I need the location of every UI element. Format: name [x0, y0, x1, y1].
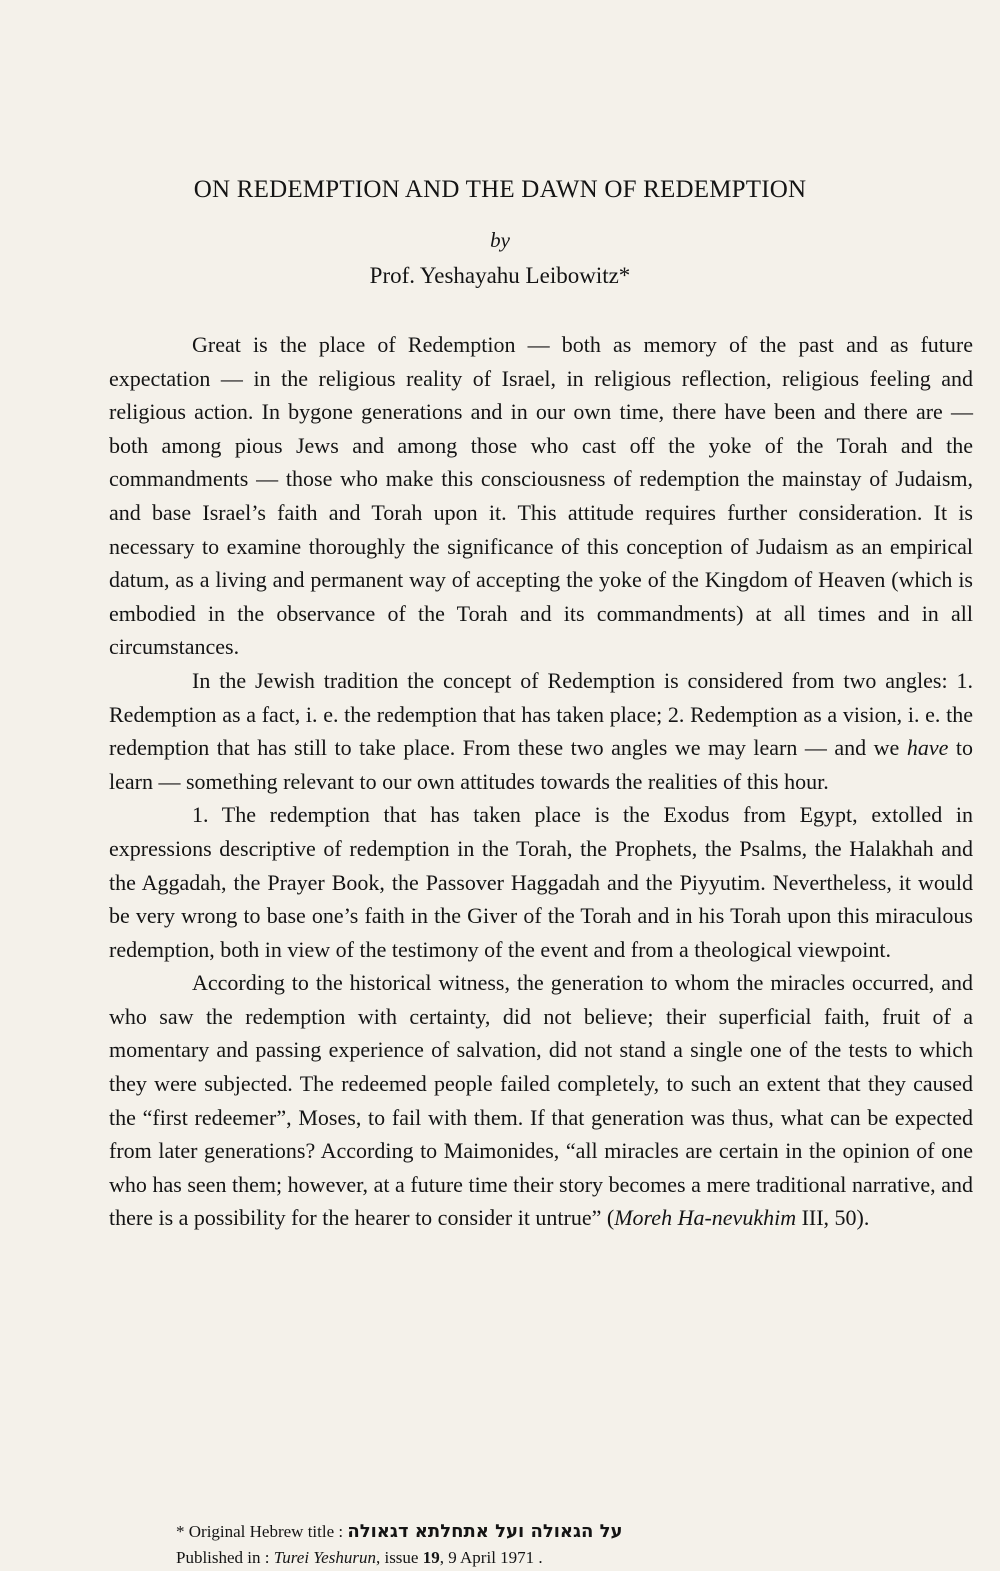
paragraph-2-rest: to learn — something relevant to our own attitudes towards the realities of this hour. [109, 735, 973, 794]
issue-number: 19 [422, 1548, 440, 1567]
footnote-orig-label: * Original Hebrew title : [176, 1522, 344, 1541]
footnote-published [176, 1545, 936, 1571]
paragraph-1: Great is the place of Redemption — both as memory of the past and as future expectation — in the religious reality of Israel, in religious reflection, religious feeling and religious action. In bygone generations and in our own time, there have been and there are — both among pious Jews and among those who cast off the yoke of the Torah and the commandments — those who make this consciousness of redemption the mainstay of Judaism, and base Israel’s faith and Torah upon it. This attitude requires further consideration. It is necessary to examine thoroughly the significance of this conception of Judaism as an empirical datum, as a living and permanent way of accepting the yoke of the Kingdom of Heaven (which is embodied in the observance of the Torah and its commandments) at all times and in all circumstances. [109, 332, 973, 660]
byline: by [490, 228, 510, 252]
citation-title: Moreh Ha-nevukhim [614, 1205, 797, 1231]
footnote-published-label: Published in : [176, 1548, 270, 1567]
publication-date: , 9 April 1971 . [439, 1548, 543, 1567]
paragraph-2 [109, 664, 973, 798]
author-name: Prof. Yeshayahu Leibowitz* [369, 263, 631, 288]
paragraph-3: 1. The redemption that has taken place is the Exodus from Egypt, extolled in expressions descriptive of redemption in the Torah, the Prophets, the Psalms, the Halakhah and the Aggadah, the Prayer Book, the Passover Haggadah and the Piyyutim. Nevertheless, it would be very wrong to base one’s faith in the Giver of the Torah and in his Torah upon this miraculous redemption, both in view of the testimony of the event and from a theological viewpoint. [109, 802, 973, 962]
paragraph-4 [109, 966, 973, 1235]
article-body [109, 328, 973, 1235]
journal-name: Turei Yeshurun [273, 1548, 376, 1567]
paragraph-2-text: In the Jewish tradition the concept of Redemption is considered from two angles: 1. Redemption as a fact, i. e. the redemption that has taken place; 2. Redemption as a vision, i. e. the redemption that has still to take place. From these two angles we may learn — and we [109, 667, 973, 761]
footnote [176, 1519, 936, 1571]
hebrew-title: על הגאולה ועל אתחלתא דגאולה [347, 1521, 623, 1542]
citation-ref: III, 50). [801, 1205, 870, 1231]
article-title: ON REDEMPTION AND THE DAWN OF REDEMPTION [193, 176, 807, 203]
footnote-original-title [176, 1519, 936, 1545]
issue-label: , issue [375, 1548, 419, 1567]
paragraph-4-text: According to the historical witness, the generation to whom the miracles occurred, and who saw the redemption with certainty, did not believe; their superficial faith, fruit of a momentary and passing experience of salvation, did not stand a single one of the tests to which they were subjected. The redeemed people failed completely, to such an extent that they caused the “first redeemer”, Moses, to fail with them. If that generation was thus, what can be expected from later generations? According to Maimonides, “all miracles are certain in the opinion of one who has seen them; however, at a future time their story becomes a mere traditional narrative, and there is a possibility for the hearer to consider it untrue” ( [109, 970, 973, 1231]
emphasis-have: have [906, 735, 949, 761]
